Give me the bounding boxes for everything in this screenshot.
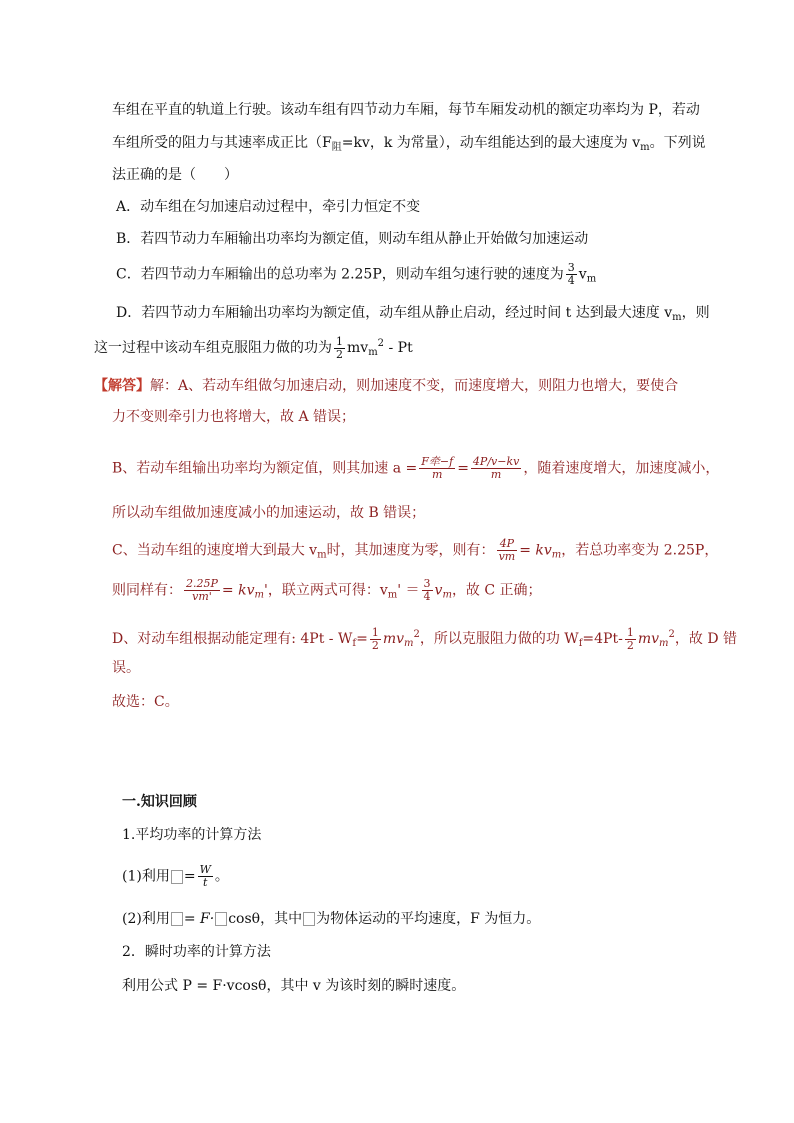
placeholder-box [171, 870, 183, 884]
answer-d-line-1: D、对动车组根据动能定理有: $4Pt - W_f=$ $\frac{1}{2}$ $mv_m^2$，所以克服阻力做的功 $W_f=4Pt-$ $\frac{1}{2}$ $mv_m^2$，故 D 错 [112, 625, 737, 652]
answer-a-line-1: 【解答】解：A、若动车组做匀加速启动，则加速度不变，而速度增大，则阻力也增大，要使合 [94, 378, 679, 394]
answer-tag: 【解答】 [94, 378, 150, 394]
question-line-1: 车组在平直的轨道上行驶。该动车组有四节动力车厢，每节车厢发动机的额定功率均为 P，若动 [112, 102, 700, 118]
answer-c-line-2: 则同样有： $\frac{2.25P}{vm'}$ = $kv_m'$，联立两式可得：$v_m'$ ＝ $\frac{3}{4}$ $v_m$，故 C 正确； [112, 577, 542, 603]
option-c: C．若四节动力车厢输出的总功率为 2.25P，则动车组匀速行驶的速度为 $\frac{3}{4}$ $v_m$ [116, 261, 597, 287]
knowledge-item-2: 2．瞬时功率的计算方法 [122, 944, 271, 960]
placeholder-box [303, 912, 315, 926]
answer-a-line-2: 力不变则牵引力也将增大，故 A 错误； [112, 409, 356, 425]
option-d-line-1: D．若四节动力车厢输出功率均为额定值，动车组从静止启动，经过时间 t 达到最大速度 $v_m$，则 [116, 305, 710, 323]
option-a: A．动车组在匀加速启动过程中，牵引力恒定不变 [116, 199, 421, 215]
placeholder-box [171, 912, 183, 926]
knowledge-heading: 一.知识回顾 [122, 794, 197, 810]
answer-b-line-1: B、若动车组输出功率均为额定值，则其加速 a = $\frac{\text{F牵−f}}{m}$ = $\frac{4P/v-kv}{m}$ ，随着速度增大，加速度减小， [112, 455, 720, 481]
knowledge-item-1-1: (1)利用 = $\frac{W}{t}$ 。 [122, 863, 229, 889]
question-line-3: 法正确的是（ ） [112, 167, 238, 183]
answer-b-line-2: 所以动车组做加速度减小的加速运动，故 B 错误； [112, 505, 426, 521]
knowledge-item-1: 1.平均功率的计算方法 [122, 827, 262, 843]
placeholder-box [215, 912, 227, 926]
knowledge-item-2-1: 利用公式 P = F·vcosθ，其中 v 为该时刻的瞬时速度。 [122, 978, 466, 994]
question-line-2: 车组所受的阻力与其速率成正比（$F_阻=kv$，k 为常量），动车组能达到的最大速度为 $v_m$。下列说 [112, 135, 706, 153]
option-d-line-2: 这一过程中该动车组克服阻力做的功为 $\frac{1}{2}$ $mv_m^2$ - Pt [94, 334, 413, 361]
option-b: B．若四节动力车厢输出功率均为额定值，则动车组从静止开始做匀加速运动 [116, 231, 589, 247]
knowledge-item-1-2: (2)利用 = F· cosθ，其中 为物体运动的平均速度，F 为恒力。 [122, 911, 541, 927]
answer-choice: 故选：C。 [112, 694, 179, 710]
answer-c-line-1: C、当动车组的速度增大到最大 $v_m$时，其加速度为零，则有： $\frac{4P}{vm}$ = $kv_m$，若总功率变为 2.25P， [112, 537, 719, 563]
answer-d-line-2: 误。 [112, 660, 140, 676]
